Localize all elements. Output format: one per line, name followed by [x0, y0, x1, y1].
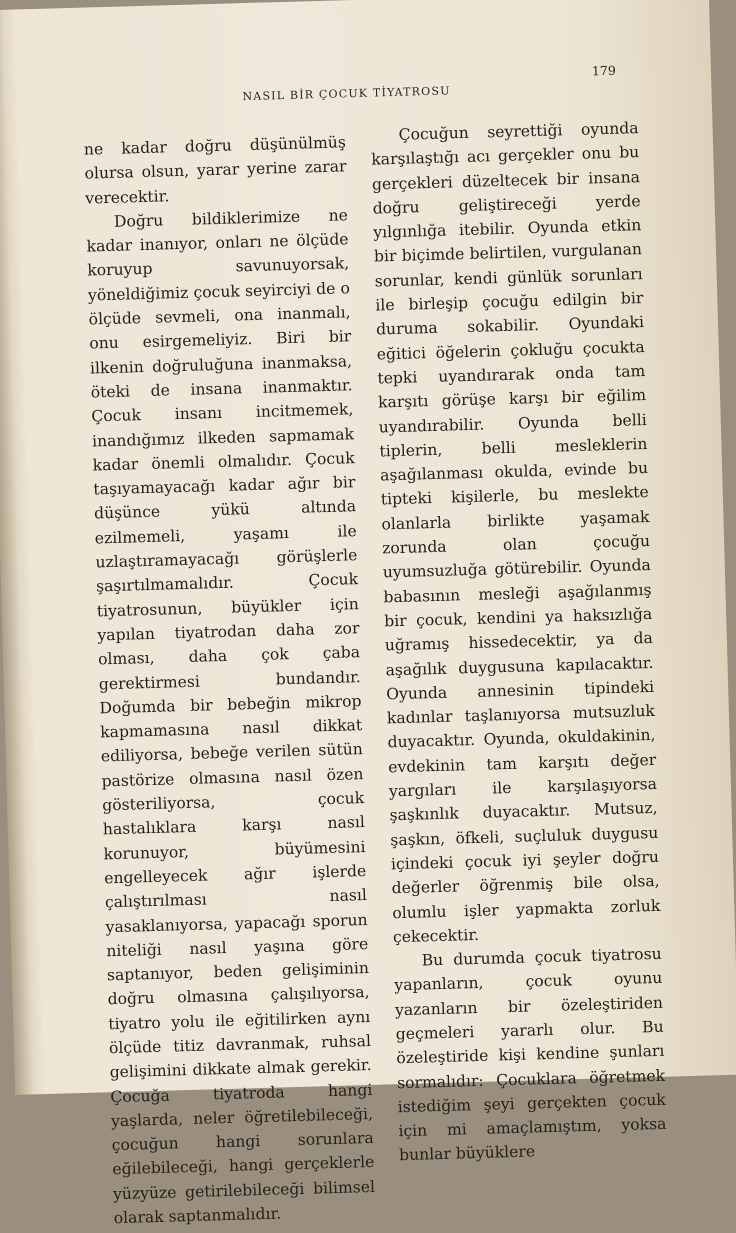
paragraph: Bu durumda çocuk tiyatrosu yapanların, çocuk oyunu yazanların bir özeleştiriden geçmeleri yararlı olur. Bu özeleştiride kişi kendine şunları sormalıdır: Çocuklara öğretmek istediğim şeyi gerçekten çocuk için mi amaçlamıştım, yoksa bunlar büyüklere: [394, 944, 667, 1165]
paragraph: Çocuğun seyrettiği oyunda karşılaştığı acı gerçekler onu bu gerçekleri düzeltecek bir insana doğru geliştireceği yerde yılgınlığa itebilir. Oyunda etkin bir biçimde belirtilen, vurgulanan sorunlar, kendi günlük sorunları ile birleşip çocuğu edilgin bir duruma sokabilir. Oyundaki eğitici öğelerin çokluğu çocukta tepki uyandırarak onda tam karşıtı görüşe karşı bir eğilim uyandırabilir. Oyunda belli tiplerin, belli mesleklerin aşağılanması okulda, evinde bu tipteki kişilerle, bu meslekte olanlarla birlikte yaşamak zorunda olan çocuğu uyumsuzluğa götürebilir. Oyunda babasının mesleği aşağılanmış bir çocuk, kendini ya haksızlığa uğramış hissedecektir, ya da aşağılık duygusuna kapılacaktır. Oyunda annesinin tipindeki kadınlar taşlanıyorsa mutsuzluk duyacaktır. Oyunda, okuldakinin, evdekinin tam karşıtı değer yargıları ile karşılaşıyorsa şaşkınlık duyacaktır. Mutsuz, şaşkın, öfkeli, suçluluk duygusu içindeki çocuk iyi şeyler doğru değerler öğrenmiş bile olsa, olumlu işler yapmakta zorluk çekecektir.: [371, 119, 661, 947]
left-column: [84, 130, 376, 1230]
right-column: [370, 116, 667, 1168]
page-number: 179: [591, 62, 616, 79]
gutter-shadow: [0, 10, 33, 1095]
paragraph: Doğru bildiklerimize ne kadar inanıyor, onları ne ölçüde koruyup savunuyorsak, yöneldiğimiz çocuk seyirciyi de o ölçüde sevmeli, ona inanmalı, onu esirgemeliyiz. Biri bir ilkenin doğruluğuna inanmaksa, öteki de insana inanmaktır. Çocuk insanı incitmemek, inandığımız ilkeden sapmamak kadar önemli olmalıdır. Çocuk taşıyamayacağı kadar ağır bir düşünce yükü altında ezilmemeli, yaşamı ile uzlaştıramayacağı görüşlerle şaşırtılmamalıdır. Çocuk tiyatrosunun, büyükler için yapılan tiyatrodan daha zor olması, daha çok çaba gerektirmesi bundandır. Doğumda bir bebeğin mikrop kapmamasına nasıl dikkat ediliyorsa, bebeğe verilen sütün pastörize olmasına nasıl özen gösteriliyorsa, çocuk hastalıklara karşı nasıl korunuyor, büyümesini engelleyecek ağır işlerde çalıştırılması nasıl yasaklanıyorsa, yapacağı sporun niteliği nasıl yaşına göre saptanıyor, beden gelişiminin doğru olmasına çalışılıyorsa, tiyatro yolu ile eğitilirken aynı ölçüde titiz davranmak, ruhsal gelişimini dikkate almak gerekir. Çocuğa tiyatroda hangi yaşlarda, neler öğretilebileceği, çocuğun hangi sorunlara eğilebileceği, hangi gerçeklerle yüzyüze getirilebileceği bilimsel olarak saptanmalıdır.: [86, 206, 376, 1228]
running-title: NASIL BİR ÇOCUK TİYATROSU: [242, 84, 451, 104]
paragraph: ne kadar doğru düşünülmüş olursa olsun, yarar yerine zarar verecektir.: [83, 133, 347, 208]
